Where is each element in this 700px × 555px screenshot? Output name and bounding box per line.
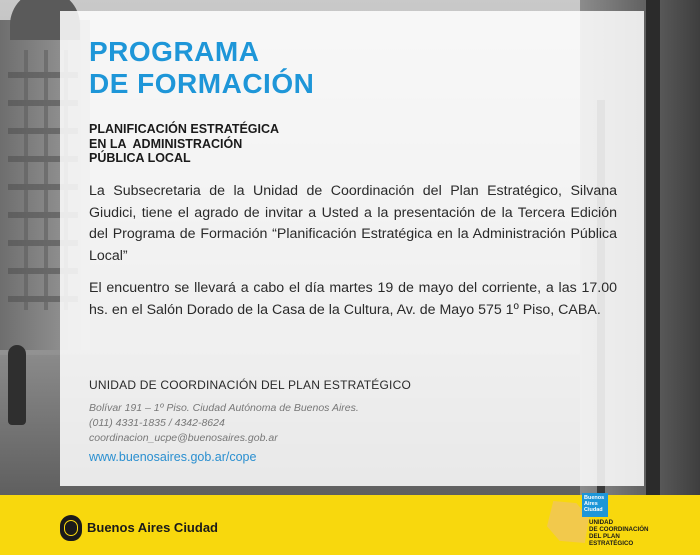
ucpe-line-1: UNIDAD	[589, 519, 614, 526]
city-seal-icon	[60, 515, 82, 541]
city-logo-text: Buenos Aires Ciudad	[87, 520, 218, 535]
ucpe-line-3: DEL PLAN	[589, 533, 620, 540]
contact-info	[89, 401, 359, 446]
ucpe-tag: Buenos Aires Ciudad	[582, 493, 608, 517]
invitation-paragraph: La Subsecretaria de la Unidad de Coordinación del Plan Estratégico, Silvana Giudici, tiene el agrado de invitar a Usted a la presentación de la Tercera Edición del Programa de Formación “Planificación Estratégica en la Administración Pública Local”	[89, 183, 617, 264]
subtitle-line-1: PLANIFICACIÓN ESTRATÉGICA	[89, 122, 280, 136]
page-title	[89, 36, 449, 100]
ucpe-line-4: ESTRATÉGICO	[589, 540, 634, 547]
phone: (011) 4331-1835 / 4342-8624	[89, 417, 225, 429]
ucpe-logo	[545, 491, 650, 547]
organization-name: UNIDAD DE COORDINACIÓN DEL PLAN ESTRATÉGICO	[89, 378, 411, 392]
title-line-2: DE FORMACIÓN	[89, 68, 315, 99]
email-link[interactable]: coordinacion_ucpe@buenosaires.gob.ar	[89, 432, 278, 444]
pedestrian	[8, 345, 26, 425]
ucpe-line-2: DE COORDINACIÓN	[589, 526, 649, 533]
tree-trunk	[646, 0, 660, 495]
event-details-paragraph: El encuentro se llevará a cabo el día martes 19 de mayo del corriente, a las 17.00 hs. en el Salón Dorado de la Casa de la Cultura, Av. de Mayo 575 1º Piso, CABA.	[89, 280, 617, 318]
subtitle-line-3: PÚBLICA LOCAL	[89, 151, 191, 165]
address: Bolívar 191 – 1º Piso. Ciudad Autónoma de Buenos Aires.	[89, 402, 359, 414]
subtitle	[89, 122, 349, 166]
title-line-1: PROGRAMA	[89, 36, 260, 67]
subtitle-line-2: EN LA ADMINISTRACIÓN	[89, 136, 243, 151]
ucpe-logo-text	[589, 519, 649, 547]
website-link[interactable]: www.buenosaires.gob.ar/cope	[89, 450, 257, 464]
